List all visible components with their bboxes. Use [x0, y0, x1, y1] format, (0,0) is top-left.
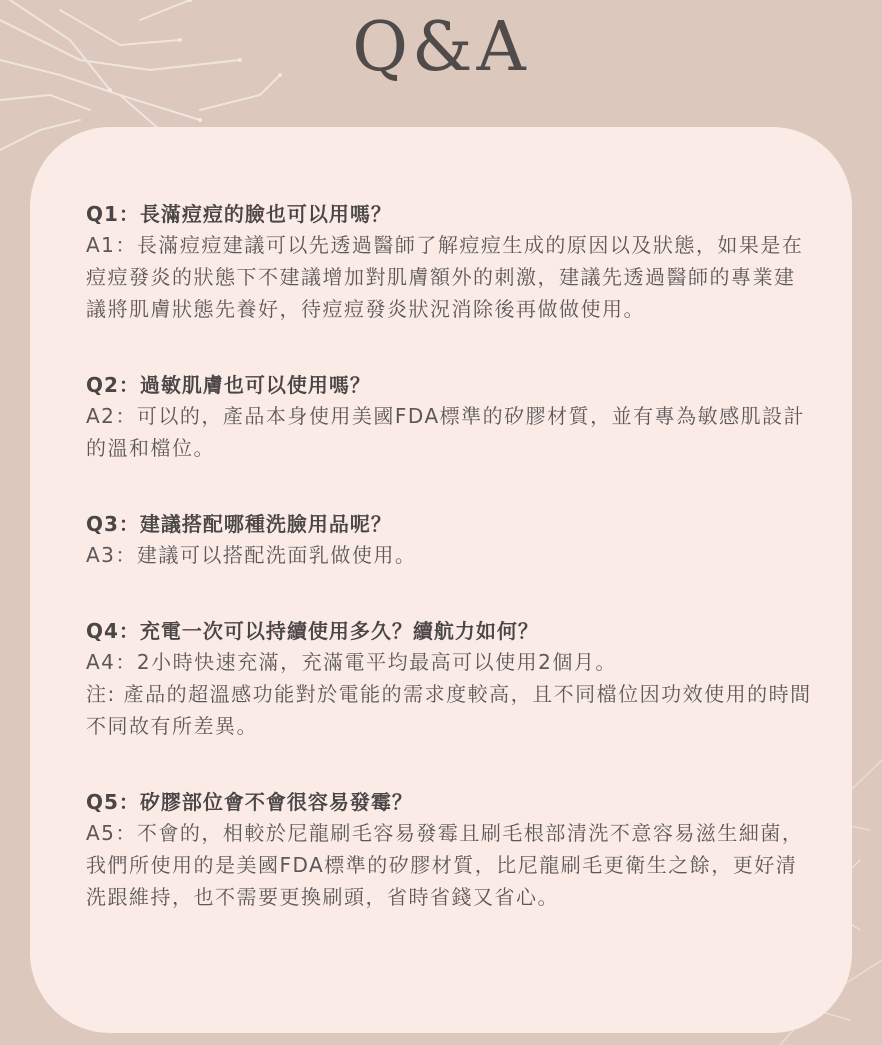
qa-item-5 — [86, 788, 816, 913]
question: Q1：長滿痘痘的臉也可以用嗎？ — [86, 202, 392, 226]
page-title: Q&A — [352, 8, 530, 87]
question: Q5：矽膠部位會不會很容易發霉？ — [86, 790, 413, 814]
answer: A2：可以的，產品本身使用美國FDA標準的矽膠材質，並有專為敏感肌設計的溫和檔位。 — [86, 404, 806, 460]
answer: A3：建議可以搭配洗面乳做使用。 — [86, 543, 417, 567]
answer-note: 注: 產品的超溫感功能對於電能的需求度較高，且不同檔位因功效使用的時間不同故有所差異。 — [86, 682, 812, 738]
qa-list — [86, 200, 816, 959]
qa-item-1 — [86, 200, 816, 325]
question: Q2：過敏肌膚也可以使用嗎？ — [86, 373, 371, 397]
answer: A4：2小時快速充滿，充滿電平均最高可以使用2個月。 — [86, 650, 617, 674]
question: Q3：建議搭配哪種洗臉用品呢？ — [86, 512, 392, 536]
question: Q4：充電一次可以持續使用多久？續航力如何？ — [86, 619, 539, 643]
answer: A1：長滿痘痘建議可以先透過醫師了解痘痘生成的原因以及狀態，如果是在痘痘發炎的狀態下不建議增加對肌膚額外的刺激，建議先透過醫師的專業建議將肌膚狀態先養好，待痘痘發炎狀況消除後再做做使用。 — [86, 233, 804, 321]
qa-item-4 — [86, 617, 816, 742]
qa-item-3 — [86, 510, 816, 571]
answer: A5：不會的，相較於尼龍刷毛容易發霉且刷毛根部清洗不意容易滋生細菌，我們所使用的是美國FDA標準的矽膠材質，比尼龍刷毛更衛生之餘，更好清洗跟維持，也不需要更換刷頭，省時省錢又省心。 — [86, 821, 804, 909]
qa-item-2 — [86, 371, 816, 464]
